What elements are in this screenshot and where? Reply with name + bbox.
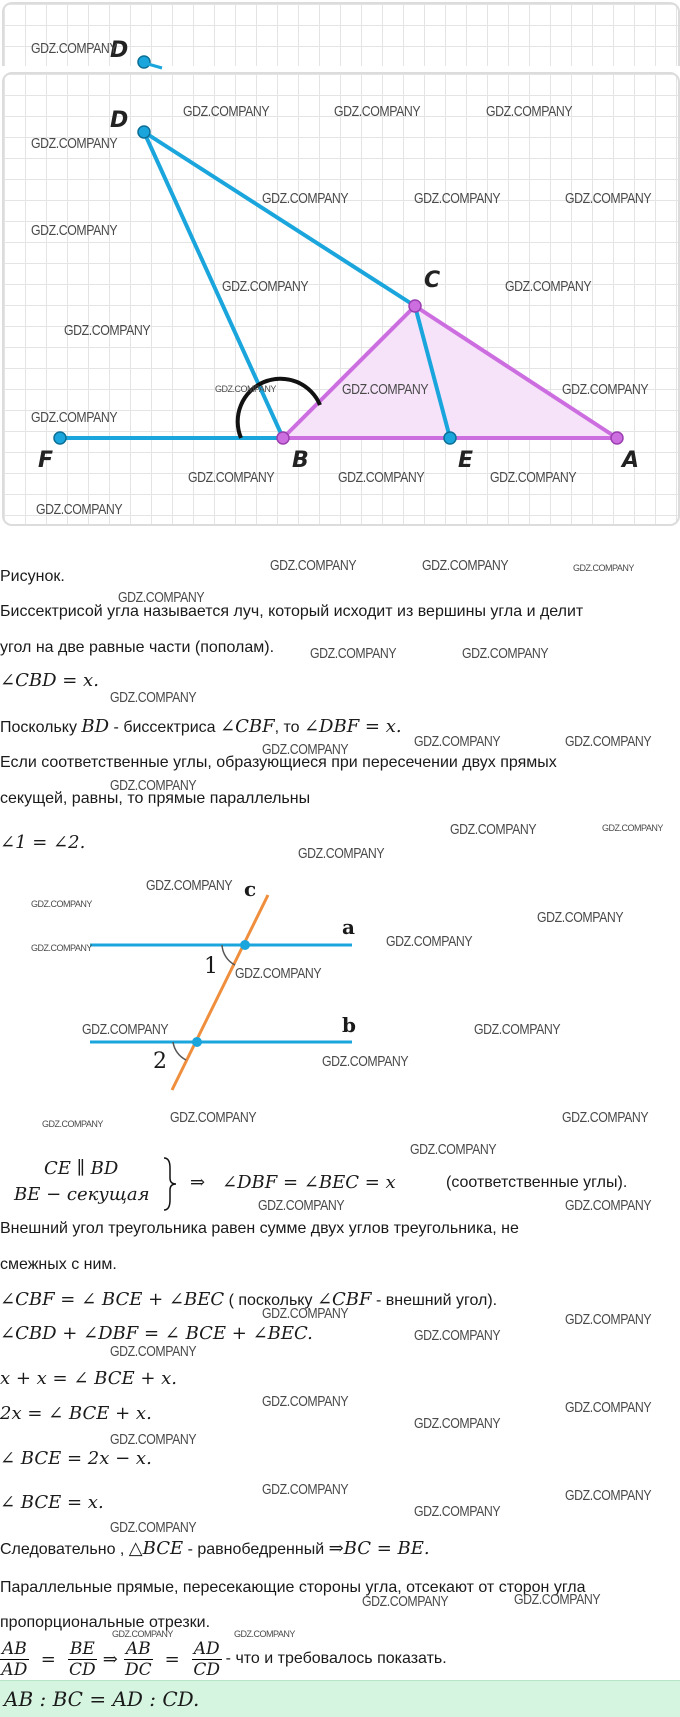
system-brace xyxy=(162,1156,178,1212)
watermark: GDZ.COMPANY xyxy=(565,733,652,750)
bisector-definition-line-2: угол на две равные части (пополам). xyxy=(0,639,275,656)
watermark: GDZ.COMPANY xyxy=(422,557,509,574)
system-line-top: CE ∥ BD xyxy=(44,1158,119,1179)
point-d xyxy=(138,126,150,138)
watermark: GDZ.COMPANY xyxy=(112,1629,173,1639)
label-e: E xyxy=(458,448,474,473)
watermark: GDZ.COMPANY xyxy=(414,733,501,750)
watermark: GDZ.COMPANY xyxy=(342,381,429,398)
angle-2-arc xyxy=(173,1042,186,1060)
watermark: GDZ.COMPANY xyxy=(234,1629,295,1639)
watermark: GDZ.COMPANY xyxy=(414,1503,501,1520)
bisector-statement-dbf: ∠DBF = x. xyxy=(303,716,402,737)
label-d: D xyxy=(110,108,129,133)
watermark: GDZ.COMPANY xyxy=(573,563,634,573)
watermark: GDZ.COMPANY xyxy=(215,384,276,394)
point-c xyxy=(409,300,421,312)
watermark: GDZ.COMPANY xyxy=(562,381,649,398)
equation-cbd: ∠CBD = x. xyxy=(0,670,99,691)
watermark: GDZ.COMPANY xyxy=(514,1591,601,1608)
conclusion-triangle: △BCE xyxy=(128,1538,184,1559)
triangle-abc-fill xyxy=(283,306,617,438)
point-a xyxy=(611,432,623,444)
watermark: GDZ.COMPANY xyxy=(110,1343,197,1360)
watermark: GDZ.COMPANY xyxy=(235,965,322,982)
point-e xyxy=(444,432,456,444)
watermark: GDZ.COMPANY xyxy=(31,40,118,57)
bisector-statement-mid: - биссектриса xyxy=(109,719,220,736)
label-angle-1: 1 xyxy=(204,954,218,979)
label-d-top: D xyxy=(110,38,129,63)
watermark: GDZ.COMPANY xyxy=(414,1415,501,1432)
watermark: GDZ.COMPANY xyxy=(146,877,233,894)
watermark: GDZ.COMPANY xyxy=(31,135,118,152)
conclusion-equality: ⇒BC = BE. xyxy=(328,1538,430,1559)
watermark: GDZ.COMPANY xyxy=(82,1021,169,1038)
fraction-ab-ad: $\frac{AB}{AD}$ xyxy=(1,1638,28,1680)
watermark: GDZ.COMPANY xyxy=(262,1305,349,1322)
fraction-ab-dc: $\frac{AB}{DC}$ xyxy=(124,1638,152,1680)
segment-top-stub xyxy=(148,64,162,68)
watermark: GDZ.COMPANY xyxy=(262,1393,349,1410)
proof-end-text: - что и требовалось показать. xyxy=(225,1650,447,1667)
proportional-line-1: Параллельные прямые, пересекающие стороны угла, отсекают от сторон угла xyxy=(0,1579,586,1596)
watermark: GDZ.COMPANY xyxy=(565,1487,652,1504)
watermark: GDZ.COMPANY xyxy=(565,1197,652,1214)
equation-cbf-note-c: - внешний угол). xyxy=(371,1292,498,1309)
watermark: GDZ.COMPANY xyxy=(270,557,357,574)
equation-cbf-note-b: ∠CBF xyxy=(316,1289,372,1310)
label-line-a: a xyxy=(342,915,355,939)
bisector-statement-to: , то xyxy=(274,719,304,736)
watermark: GDZ.COMPANY xyxy=(474,1021,561,1038)
watermark: GDZ.COMPANY xyxy=(486,103,573,120)
proportion-equation xyxy=(0,1636,447,1682)
bisector-statement-cbf: ∠CBF xyxy=(220,716,275,737)
point-d-top xyxy=(138,56,150,68)
angle-1-arc xyxy=(222,945,235,965)
equals-sign-2: = xyxy=(164,1648,180,1670)
watermark: GDZ.COMPANY xyxy=(31,899,92,909)
watermark: GDZ.COMPANY xyxy=(118,589,205,606)
watermark: GDZ.COMPANY xyxy=(110,777,197,794)
watermark: GDZ.COMPANY xyxy=(565,1399,652,1416)
system-result: ∠DBF = ∠BEC = x xyxy=(222,1172,396,1193)
bisector-statement xyxy=(0,716,402,739)
equation-angle-1-2: ∠1 = ∠2. xyxy=(0,832,86,853)
point-intersection-b xyxy=(192,1037,202,1047)
watermark: GDZ.COMPANY xyxy=(31,943,92,953)
answer-box xyxy=(0,1680,680,1717)
watermark: GDZ.COMPANY xyxy=(262,190,349,207)
watermark: GDZ.COMPANY xyxy=(110,689,197,706)
watermark: GDZ.COMPANY xyxy=(322,1053,409,1070)
watermark: GDZ.COMPANY xyxy=(31,222,118,239)
watermark: GDZ.COMPANY xyxy=(537,909,624,926)
watermark: GDZ.COMPANY xyxy=(505,278,592,295)
watermark: GDZ.COMPANY xyxy=(262,741,349,758)
equation-bce-1: ∠ BCE = 2x − x. xyxy=(0,1448,152,1469)
equation-bce-2: ∠ BCE = x. xyxy=(0,1492,104,1513)
equation-cbf-note-a: ( поскольку xyxy=(224,1292,317,1309)
watermark: GDZ.COMPANY xyxy=(262,1481,349,1498)
equation-cbf-line xyxy=(0,1289,497,1312)
watermark: GDZ.COMPANY xyxy=(462,645,549,662)
answer-text: AB : BC = AD : CD. xyxy=(4,1687,200,1711)
watermark: GDZ.COMPANY xyxy=(298,845,385,862)
exterior-angle-line-2: смежных с ним. xyxy=(0,1256,117,1273)
equation-sum: ∠CBD + ∠DBF = ∠ BCE + ∠BEC. xyxy=(0,1323,313,1344)
conclusion-mid: - равнобедренный xyxy=(183,1541,329,1558)
fraction-ad-cd: $\frac{AD}{CD}$ xyxy=(193,1638,221,1680)
watermark: GDZ.COMPANY xyxy=(334,103,421,120)
watermark: GDZ.COMPANY xyxy=(183,103,270,120)
corresponding-angles-line-2: секущей, равны, то прямые параллельны xyxy=(0,790,311,807)
watermark: GDZ.COMPANY xyxy=(188,469,275,486)
watermark: GDZ.COMPANY xyxy=(42,1119,103,1129)
watermark: GDZ.COMPANY xyxy=(258,1197,345,1214)
equation-2x: 2x = ∠ BCE + x. xyxy=(0,1403,152,1424)
watermark: GDZ.COMPANY xyxy=(565,190,652,207)
watermark: GDZ.COMPANY xyxy=(222,278,309,295)
watermark: GDZ.COMPANY xyxy=(36,501,123,518)
watermark: GDZ.COMPANY xyxy=(450,821,537,838)
system-line-bottom: BE − секущая xyxy=(14,1184,150,1205)
fraction-be-cd: $\frac{BE}{CD}$ xyxy=(69,1638,96,1680)
point-b xyxy=(277,432,289,444)
label-a: A xyxy=(622,448,640,473)
watermark: GDZ.COMPANY xyxy=(110,1431,197,1448)
label-f: F xyxy=(38,448,54,473)
watermark: GDZ.COMPANY xyxy=(31,409,118,426)
conclusion-line xyxy=(0,1538,430,1561)
watermark: GDZ.COMPANY xyxy=(565,1311,652,1328)
corresponding-angles-line-1: Если соответственные углы, образующиеся при пересечении двух прямых xyxy=(0,754,557,771)
line-c xyxy=(172,895,268,1090)
watermark: GDZ.COMPANY xyxy=(414,1327,501,1344)
label-b: B xyxy=(292,448,309,473)
watermark: GDZ.COMPANY xyxy=(490,469,577,486)
watermark: GDZ.COMPANY xyxy=(386,933,473,950)
figure-1-diagram xyxy=(0,0,680,530)
bisector-statement-bd: BD xyxy=(81,716,110,737)
label-line-c: c xyxy=(244,877,257,901)
conclusion-prefix: Следовательно , xyxy=(0,1541,129,1558)
system-note: (соответственные углы). xyxy=(446,1174,628,1191)
watermark: GDZ.COMPANY xyxy=(310,645,397,662)
point-f xyxy=(54,432,66,444)
watermark: GDZ.COMPANY xyxy=(110,1519,197,1536)
watermark: GDZ.COMPANY xyxy=(414,190,501,207)
watermark: GDZ.COMPANY xyxy=(562,1109,649,1126)
implies-arrow: ⇒ xyxy=(102,1648,118,1670)
watermark: GDZ.COMPANY xyxy=(170,1109,257,1126)
watermark: GDZ.COMPANY xyxy=(338,469,425,486)
label-line-b: b xyxy=(342,1013,356,1037)
equation-cbf: ∠CBF = ∠ BCE + ∠BEC xyxy=(0,1289,225,1310)
proportional-line-2: пропорциональные отрезки. xyxy=(0,1614,211,1631)
equation-x-plus-x: x + x = ∠ BCE + x. xyxy=(0,1368,178,1389)
watermark: GDZ.COMPANY xyxy=(64,322,151,339)
point-intersection-a xyxy=(240,940,250,950)
system-arrow: ⇒ xyxy=(190,1172,206,1193)
figure-caption: Рисунок. xyxy=(0,568,65,585)
bisector-definition-line-1: Биссектрисой угла называется луч, который исходит из вершины угла и делит xyxy=(0,603,584,620)
equals-sign-1: = xyxy=(40,1648,56,1670)
watermark: GDZ.COMPANY xyxy=(410,1141,497,1158)
exterior-angle-line-1: Внешний угол треугольника равен сумме двух углов треугольника, не xyxy=(0,1220,519,1237)
watermark: GDZ.COMPANY xyxy=(602,823,663,833)
watermark: GDZ.COMPANY xyxy=(362,1593,449,1610)
bisector-statement-prefix: Поскольку xyxy=(0,719,82,736)
label-angle-2: 2 xyxy=(153,1049,167,1074)
label-c: C xyxy=(424,268,441,293)
